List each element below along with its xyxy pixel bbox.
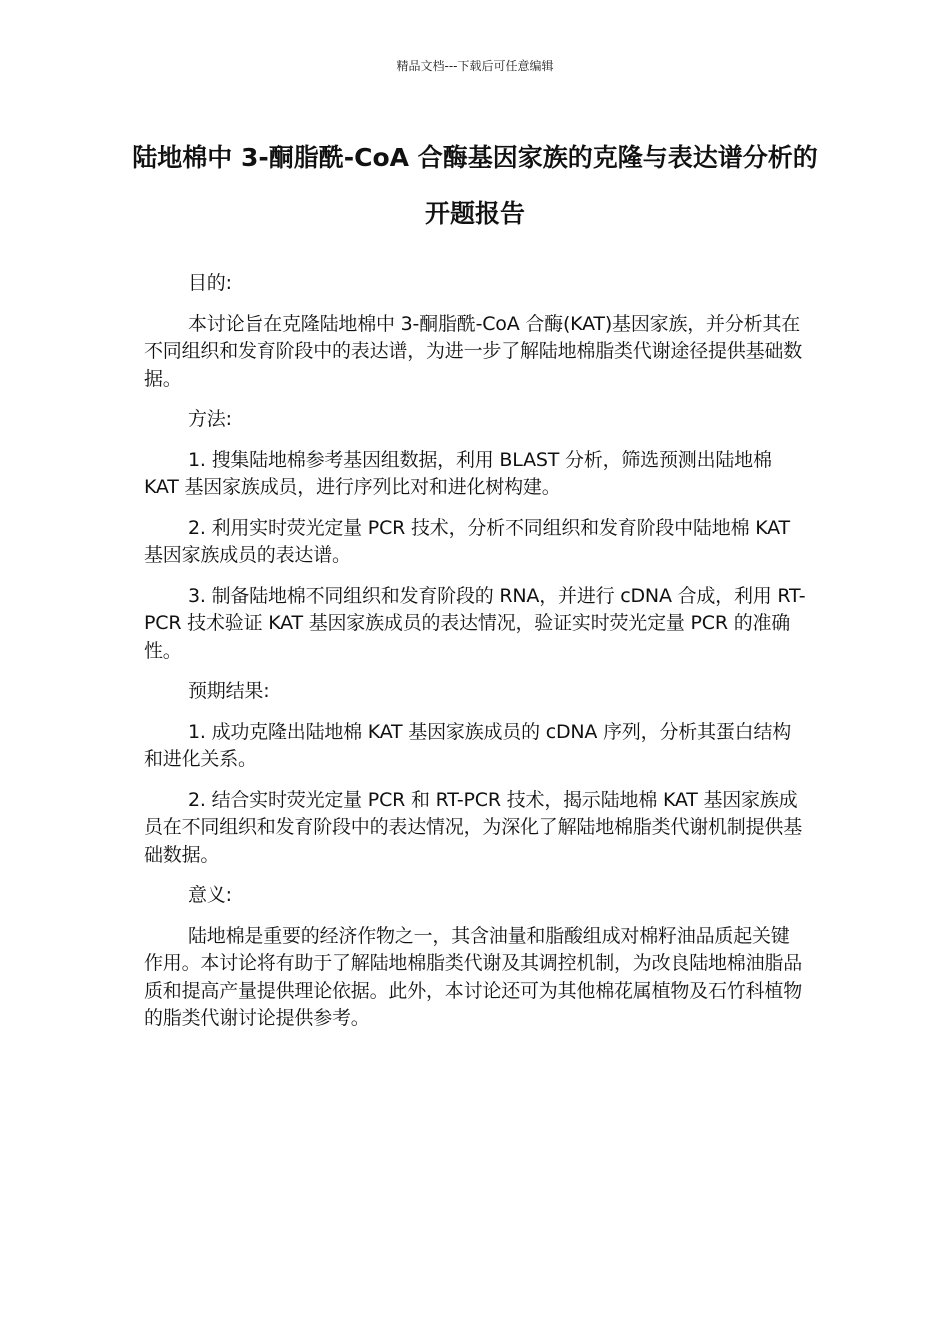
- section-heading-methods: 方法:: [188, 408, 232, 430]
- document-body: [144, 270, 808, 1046]
- paragraph-method-3: 3. 制备陆地棉不同组织和发育阶段的 RNA，并进行 cDNA 合成，利用 RT-PCR 技术验证 KAT 基因家族成员的表达情况，验证实时荧光定量 PCR 的准确性。: [144, 584, 806, 662]
- paragraph-method-1: 1. 搜集陆地棉参考基因组数据，利用 BLAST 分析，筛选预测出陆地棉 KAT 基因家族成员，进行序列比对和进化树构建。: [144, 448, 772, 498]
- header-note: 精品文档---下载后可任意编辑: [396, 59, 554, 73]
- paragraph-result-1: 1. 成功克隆出陆地棉 KAT 基因家族成员的 cDNA 序列，分析其蛋白结构和进化关系。: [144, 720, 792, 770]
- paragraph-significance: 陆地棉是重要的经济作物之一，其含油量和脂酸组成对棉籽油品质起关键作用。本讨论将有助于了解陆地棉脂类代谢及其调控机制，为改良陆地棉油脂品质和提高产量提供理论依据。此外，本讨论还可为其他棉花属植物及石竹科植物的脂类代谢讨论提供参考。: [144, 924, 803, 1029]
- section-heading-expected-results: 预期结果:: [188, 680, 270, 702]
- document-title: 陆地棉中 3-酮脂酰-CoA 合酶基因家族的克隆与表达谱分析的开题报告: [132, 143, 818, 228]
- paragraph-purpose: 本讨论旨在克隆陆地棉中 3-酮脂酰-CoA 合酶(KAT)基因家族，并分析其在不同组织和发育阶段中的表达谱，为进一步了解陆地棉脂类代谢途径提供基础数据。: [144, 312, 803, 390]
- section-heading-purpose: 目的:: [188, 272, 232, 294]
- paragraph-method-2: 2. 利用实时荧光定量 PCR 技术，分析不同组织和发育阶段中陆地棉 KAT 基因家族成员的表达谱。: [144, 516, 790, 566]
- section-heading-significance: 意义:: [188, 884, 232, 906]
- paragraph-result-2: 2. 结合实时荧光定量 PCR 和 RT-PCR 技术，揭示陆地棉 KAT 基因家族成员在不同组织和发育阶段中的表达情况，为深化了解陆地棉脂类代谢机制提供基础数据。: [144, 788, 803, 866]
